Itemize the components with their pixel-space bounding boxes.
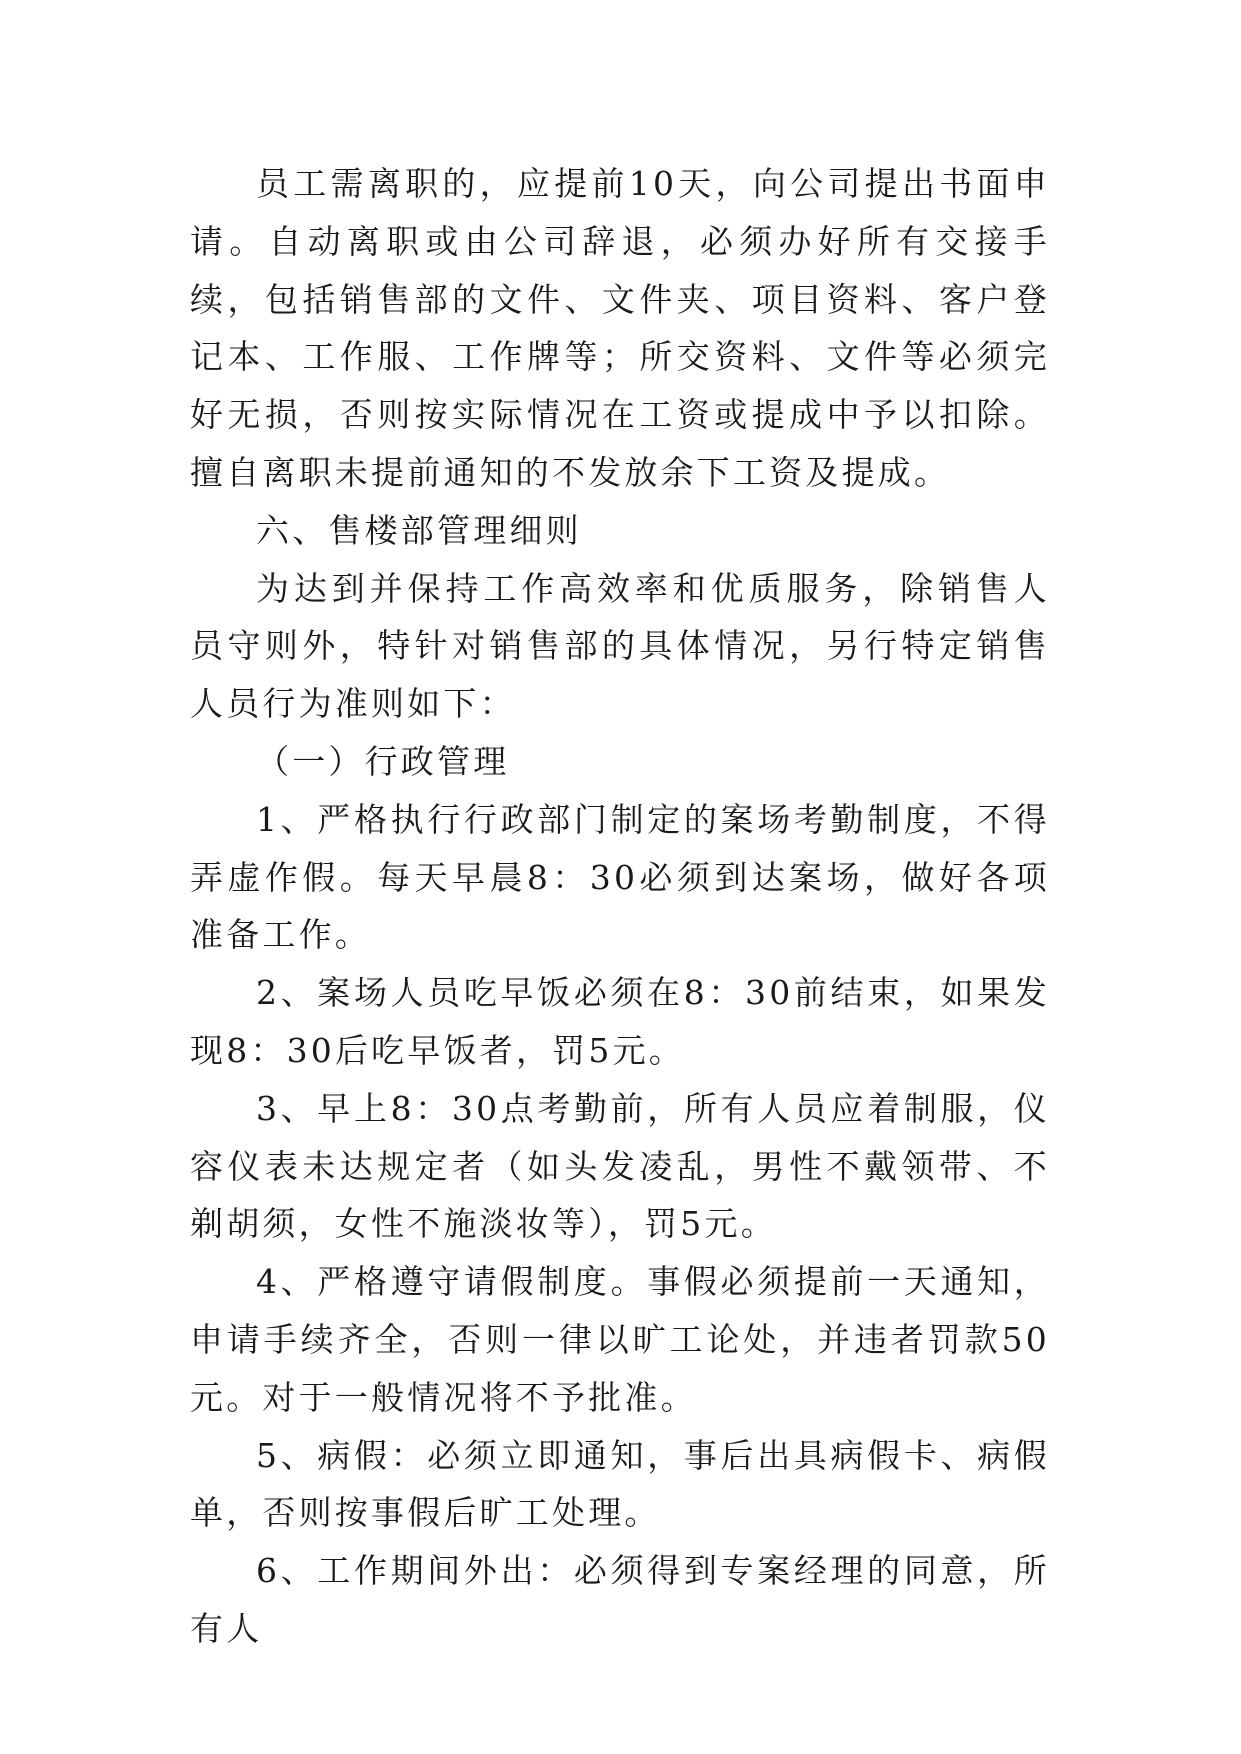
rule-item-4: 4、严格遵守请假制度。事假必须提前一天通知，申请手续齐全，否则一律以旷工论处，并违者罚款50元。对于一般情况将不予批准。 (190, 1262, 1050, 1417)
rule-item-3: 3、早上8：30点考勤前，所有人员应着制服，仪容仪表未达规定者（如头发凌乱，男性不戴领带、不剃胡须，女性不施淡妆等），罚5元。 (190, 1088, 1050, 1244)
document-body (190, 155, 1050, 1658)
subsection-heading-admin: （一）行政管理 (256, 741, 510, 781)
rule-item-1: 1、严格执行行政部门制定的案场考勤制度，不得弄虚作假。每天早晨8：30必须到达案场，做好各项准备工作。 (190, 799, 1050, 955)
rule-item-2: 2、案场人员吃早饭必须在8：30前结束，如果发现8：30后吃早饭者，罚5元。 (190, 973, 1050, 1070)
rule-item-6: 6、工作期间外出：必须得到专案经理的同意，所有人 (190, 1551, 1050, 1648)
section-heading-sales-office-rules: 六、售楼部管理细则 (256, 510, 582, 550)
rule-item-5: 5、病假：必须立即通知，事后出具病假卡、病假单，否则按事假后旷工处理。 (190, 1435, 1050, 1533)
paragraph-resignation: 员工需离职的，应提前10天，向公司提出书面申请。自动离职或由公司辞退，必须办好所有交接手续，包括销售部的文件、文件夹、项目资料、客户登记本、工作服、工作牌等；所交资料、文件等必须完好无损，否则按实际情况在工资或提成中予以扣除。擅自离职未提前通知的不发放余下工资及提成。 (190, 164, 1050, 492)
paragraph-intro: 为达到并保持工作高效率和优质服务，除销售人员守则外，特针对销售部的具体情况，另行特定销售人员行为准则如下： (190, 568, 1050, 724)
